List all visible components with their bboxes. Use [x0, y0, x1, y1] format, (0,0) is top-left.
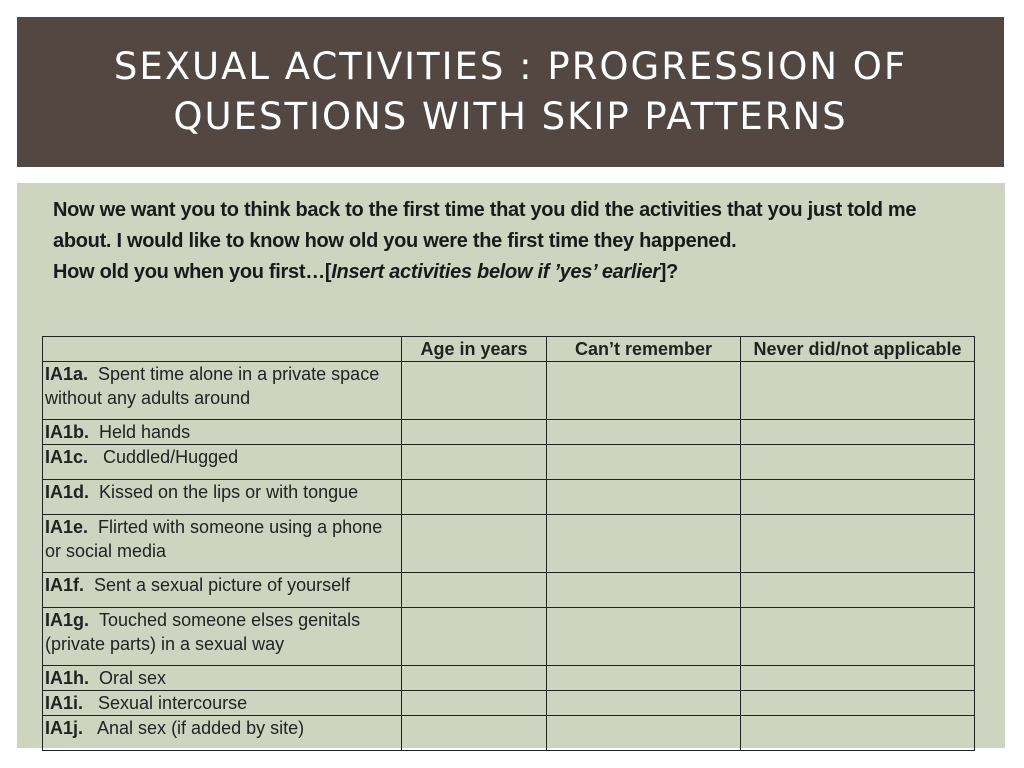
activity-text: Sent a sexual picture of yourself [94, 575, 351, 595]
age-input-cell[interactable] [402, 666, 547, 691]
header-age-in-years: Age in years [402, 337, 547, 362]
slide-title [114, 42, 907, 142]
title-bar [17, 17, 1004, 167]
age-input-cell[interactable] [402, 445, 547, 480]
activity-text: Kissed on the lips or with tongue [99, 482, 359, 502]
cant-remember-cell[interactable] [547, 420, 741, 445]
header-cant-remember: Can’t remember [547, 337, 741, 362]
activity-text: Cuddled/Hugged [98, 447, 239, 467]
cant-remember-cell[interactable] [547, 716, 741, 751]
age-input-cell[interactable] [402, 691, 547, 716]
age-input-cell[interactable] [402, 573, 547, 608]
cant-remember-cell[interactable] [547, 691, 741, 716]
never-did-cell[interactable] [741, 362, 975, 420]
activity-code: IA1c. [45, 447, 89, 467]
activity-code: IA1j. [45, 718, 84, 738]
cant-remember-cell[interactable] [547, 445, 741, 480]
age-input-cell[interactable] [402, 480, 547, 515]
table-row [43, 666, 975, 691]
age-input-cell[interactable] [402, 515, 547, 573]
intro-text [53, 195, 973, 288]
activity-code: IA1d. [45, 482, 90, 502]
activity-text: Sexual intercourse [93, 693, 248, 713]
cant-remember-cell[interactable] [547, 515, 741, 573]
table-row [43, 691, 975, 716]
never-did-cell[interactable] [741, 716, 975, 751]
activity-cell [43, 608, 402, 666]
header-never-did: Never did/not applicable [741, 337, 975, 362]
cant-remember-cell[interactable] [547, 362, 741, 420]
never-did-cell[interactable] [741, 666, 975, 691]
slide-title-line-1: SEXUAL ACTIVITIES : PROGRESSION OF [113, 45, 908, 88]
activity-text: Touched someone elses genitals (private parts) in a sexual way [45, 610, 361, 654]
activity-code: IA1g. [45, 610, 90, 630]
activity-code: IA1a. [45, 364, 89, 384]
question-suffix: ]? [659, 261, 679, 283]
activity-text: Flirted with someone using a phone or social media [45, 517, 383, 561]
table-row [43, 480, 975, 515]
never-did-cell[interactable] [741, 420, 975, 445]
activity-text: Spent time alone in a private space without any adults around [45, 364, 380, 408]
intro-paragraph: Now we want you to think back to the first time that you did the activities that you just told me about. I would like to know how old you were the first time they happened. [53, 199, 917, 252]
activity-text: Anal sex (if added by site) [93, 718, 305, 738]
never-did-cell[interactable] [741, 573, 975, 608]
table-row [43, 515, 975, 573]
never-did-cell[interactable] [741, 515, 975, 573]
content-panel [17, 183, 1005, 748]
never-did-cell[interactable] [741, 445, 975, 480]
table-row [43, 362, 975, 420]
age-input-cell[interactable] [402, 608, 547, 666]
activity-cell [43, 691, 402, 716]
never-did-cell[interactable] [741, 608, 975, 666]
table-row [43, 445, 975, 480]
cant-remember-cell[interactable] [547, 608, 741, 666]
activity-text: Oral sex [99, 668, 167, 688]
activity-cell [43, 480, 402, 515]
activity-code: IA1b. [45, 422, 90, 442]
table-row [43, 716, 975, 751]
activity-cell [43, 716, 402, 751]
age-input-cell[interactable] [402, 716, 547, 751]
activity-cell [43, 515, 402, 573]
never-did-cell[interactable] [741, 691, 975, 716]
activity-cell [43, 362, 402, 420]
table-row [43, 420, 975, 445]
activities-table [42, 336, 975, 751]
table-row [43, 573, 975, 608]
table-row [43, 608, 975, 666]
cant-remember-cell[interactable] [547, 666, 741, 691]
intro-question [53, 257, 973, 288]
activity-code: IA1i. [45, 693, 84, 713]
question-prefix: How old you when you first…[ [53, 261, 332, 283]
activity-cell [43, 445, 402, 480]
activity-code: IA1h. [45, 668, 90, 688]
age-input-cell[interactable] [402, 362, 547, 420]
cant-remember-cell[interactable] [547, 573, 741, 608]
cant-remember-cell[interactable] [547, 480, 741, 515]
table-header-row [43, 337, 975, 362]
activity-code: IA1e. [45, 517, 89, 537]
activity-cell [43, 420, 402, 445]
activity-cell [43, 573, 402, 608]
header-activity [43, 337, 402, 362]
never-did-cell[interactable] [741, 480, 975, 515]
activity-code: IA1f. [45, 575, 85, 595]
activity-cell [43, 666, 402, 691]
question-italic: Insert activities below if ’yes’ earlier [331, 261, 660, 283]
activity-text: Held hands [99, 422, 191, 442]
age-input-cell[interactable] [402, 420, 547, 445]
slide-title-line-2: QUESTIONS WITH SKIP PATTERNS [173, 95, 848, 138]
